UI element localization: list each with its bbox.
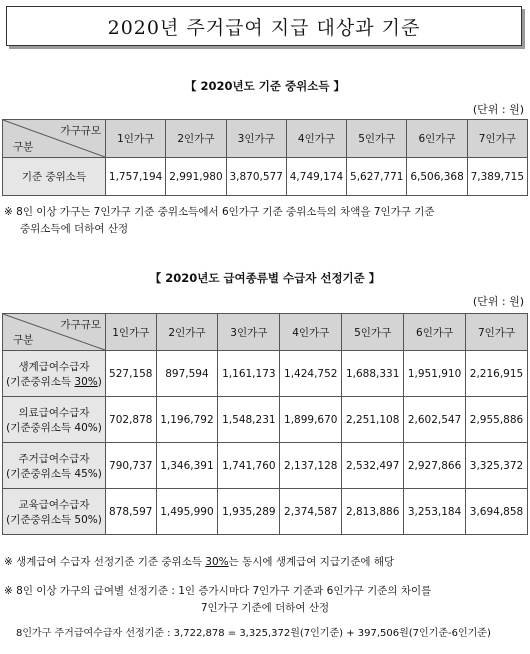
table2-row-label [3, 443, 106, 489]
table1-header: 1인가구 [106, 120, 166, 158]
selection-criteria-table [2, 313, 528, 535]
section1-note-line2: 중위소득에 더하여 산정 [20, 223, 129, 235]
section2-note2-line1: ※ 8인 이상 가구의 급여별 선정기준 : 1인 증가시마다 7인가구 기준과 6인가구 기준의 차이를 [4, 585, 432, 597]
row-label-line1: 주거급여수급자 [18, 452, 90, 465]
table1-cell: 4,749,174 [286, 158, 346, 196]
table2-row-label [3, 351, 106, 397]
table2-row [3, 443, 528, 489]
table1-header: 3인가구 [226, 120, 286, 158]
table1-cell: 6,506,368 [407, 158, 467, 196]
table1-corner-top: 가구규모 [60, 125, 101, 137]
table2-cell: 1,346,391 [156, 443, 218, 489]
table1-cell: 5,627,771 [347, 158, 407, 196]
table2-header: 7인가구 [466, 314, 528, 351]
table1-cell: 2,991,980 [166, 158, 226, 196]
table2-cell: 878,597 [106, 489, 157, 535]
table2-cell: 1,196,792 [156, 397, 218, 443]
section2-unit: (단위 : 원) [472, 295, 524, 308]
page-title-box [6, 6, 522, 46]
table1-header: 4인가구 [286, 120, 346, 158]
table2-row [3, 397, 528, 443]
page-title: 2020년 주거급여 지급 대상과 기준 [107, 16, 421, 39]
table2-header: 5인가구 [342, 314, 404, 351]
row-label-line2: (기준중위소득 30%) [6, 375, 102, 388]
table2-cell: 1,688,331 [342, 351, 404, 397]
section1-note-line1: ※ 8인 이상 가구는 7인가구 기준 중위소득에서 6인가구 기준 중위소득의 차액을 7인가구 기준 [4, 206, 435, 218]
table1-cell: 1,757,194 [106, 158, 166, 196]
table2-row [3, 351, 528, 397]
table2-cell: 897,594 [156, 351, 218, 397]
table2-row-label [3, 489, 106, 535]
table2-header: 1인가구 [106, 314, 157, 351]
table2-corner-cell [3, 314, 106, 351]
table2-cell: 2,374,587 [280, 489, 342, 535]
table2-cell: 1,495,990 [156, 489, 218, 535]
table2-cell: 2,532,497 [342, 443, 404, 489]
section2-note1: ※ 생계급여 수급자 선정기준 기준 중위소득 30%는 동시에 생계급여 지급기준에 해당 [4, 556, 395, 568]
table2-cell: 790,737 [106, 443, 157, 489]
table2-header: 3인가구 [218, 314, 280, 351]
table1-corner-cell [3, 120, 106, 158]
table2-cell: 1,424,752 [280, 351, 342, 397]
row-label-line2: (기준중위소득 40%) [6, 421, 102, 434]
table2-cell: 3,253,184 [404, 489, 466, 535]
table2-cell: 527,158 [106, 351, 157, 397]
table2-header: 4인가구 [280, 314, 342, 351]
table1-header: 6인가구 [407, 120, 467, 158]
table1-header: 2인가구 [166, 120, 226, 158]
row-label-line2: (기준중위소득 50%) [6, 513, 102, 526]
table2-cell: 2,216,915 [466, 351, 528, 397]
table2-cell: 1,161,173 [218, 351, 280, 397]
table1-corner-bottom: 구분 [13, 141, 34, 153]
section2-note3: 8인가구 주거급여수급자 선정기준 : 3,722,878 = 3,325,372원(7인기준) + 397,506원(7인기준-6인기준) [16, 628, 491, 639]
median-income-table [2, 119, 528, 196]
table2-cell: 1,935,289 [218, 489, 280, 535]
table2-cell: 1,899,670 [280, 397, 342, 443]
table2-cell: 2,955,886 [466, 397, 528, 443]
row-label-line1: 의료급여수급자 [18, 406, 90, 419]
row-label-line1: 생계급여수급자 [18, 360, 90, 373]
table2-corner-top: 가구규모 [60, 319, 101, 331]
table2-corner-bottom: 구분 [13, 334, 34, 346]
table2-cell: 1,951,910 [404, 351, 466, 397]
table2-cell: 2,251,108 [342, 397, 404, 443]
table2-cell: 2,927,866 [404, 443, 466, 489]
table2-cell: 3,325,372 [466, 443, 528, 489]
table2-cell: 2,602,547 [404, 397, 466, 443]
section2-note2-line2: 7인가구 기준에 더하여 산정 [200, 602, 330, 614]
table1-header: 7인가구 [467, 120, 527, 158]
table1-header: 5인가구 [347, 120, 407, 158]
table2-header: 2인가구 [156, 314, 218, 351]
section1-title: 【 2020년도 기준 중위소득 】 [185, 79, 345, 93]
table2-cell: 2,813,886 [342, 489, 404, 535]
table2-row-label [3, 397, 106, 443]
table2-cell: 702,878 [106, 397, 157, 443]
table2-cell: 1,548,231 [218, 397, 280, 443]
table2-row [3, 489, 528, 535]
section2-title: 【 2020년도 급여종류별 수급자 선정기준 】 [149, 271, 381, 285]
table1-cell: 7,389,715 [467, 158, 527, 196]
table1-cell: 3,870,577 [226, 158, 286, 196]
row-label-line2: (기준중위소득 45%) [6, 467, 102, 480]
table1-row-label: 기준 중위소득 [3, 158, 106, 196]
table2-cell: 1,741,760 [218, 443, 280, 489]
table2-header: 6인가구 [404, 314, 466, 351]
row-label-line1: 교육급여수급자 [18, 498, 90, 511]
table2-cell: 3,694,858 [466, 489, 528, 535]
section1-unit: (단위 : 원) [472, 103, 524, 116]
table2-cell: 2,137,128 [280, 443, 342, 489]
